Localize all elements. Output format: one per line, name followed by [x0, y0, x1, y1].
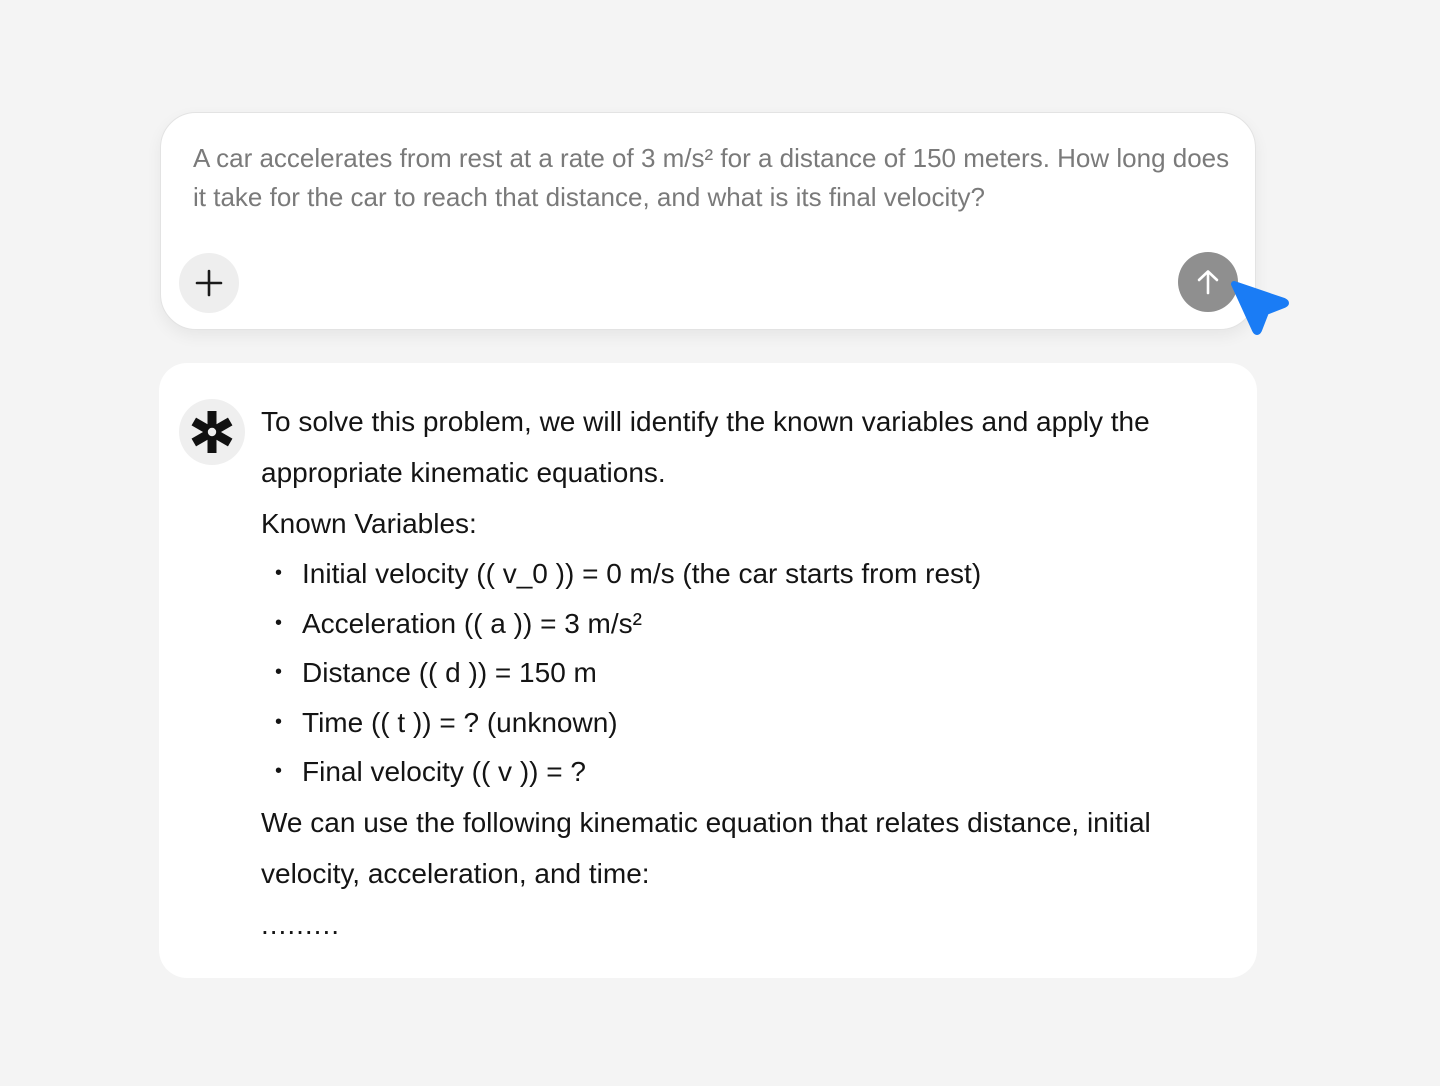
- response-text: [261, 396, 1221, 951]
- list-item: • Distance (( d )) = 150 m: [261, 648, 1221, 698]
- known-variables-list: [261, 549, 1221, 797]
- equation-intro: We can use the following kinematic equation that relates distance, initial velocity, acceleration, and time:: [261, 806, 1151, 889]
- continuation-ellipsis: .........: [261, 908, 341, 940]
- mouse-cursor-icon: [1228, 276, 1290, 338]
- assistant-response-card: [159, 363, 1257, 978]
- add-attachment-button[interactable]: [179, 253, 239, 313]
- plus-icon: [195, 269, 223, 297]
- list-item: • Acceleration (( a )) = 3 m/s²: [261, 599, 1221, 649]
- list-item: • Initial velocity (( v_0 )) = 0 m/s (the car starts from rest): [261, 549, 1221, 599]
- list-item: • Final velocity (( v )) = ?: [261, 747, 1221, 797]
- prompt-composer[interactable]: [160, 112, 1256, 330]
- asterisk-logo-icon: [190, 410, 234, 454]
- arrow-up-icon: [1195, 269, 1221, 295]
- assistant-avatar: [179, 399, 245, 465]
- list-item: • Time (( t )) = ? (unknown): [261, 698, 1221, 748]
- known-variables-heading: Known Variables:: [261, 508, 477, 539]
- response-intro: To solve this problem, we will identify the known variables and apply the appropriate kinematic equations.: [261, 406, 1150, 488]
- prompt-input[interactable]: A car accelerates from rest at a rate of 3 m/s² for a distance of 150 meters. How long does it take for the car to reach that distance, and what is its final velocity?: [193, 143, 1230, 212]
